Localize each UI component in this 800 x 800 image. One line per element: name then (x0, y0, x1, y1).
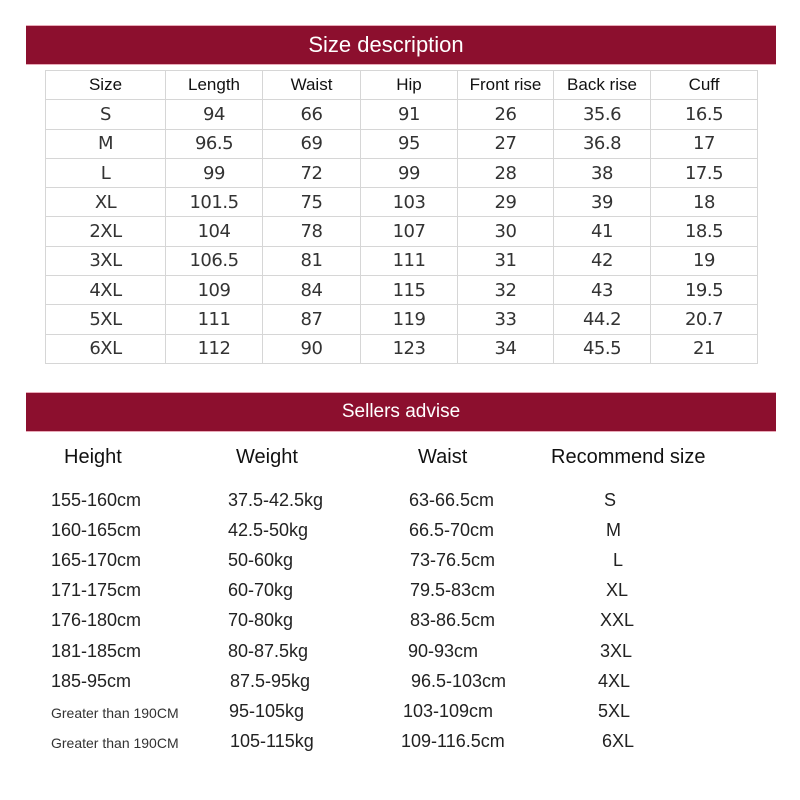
weight-cell: 50-60kg (228, 550, 294, 571)
measurement-cell: 78 (263, 217, 361, 246)
weight-cell: 80-87.5kg (228, 640, 309, 661)
measurement-cell: 99 (166, 158, 263, 187)
table-row (46, 217, 758, 246)
recommend-size-cell: M (606, 520, 621, 541)
measurement-cell: 39 (554, 188, 651, 217)
measurement-cell: 111 (361, 246, 458, 275)
measurement-cell: 35.6 (554, 100, 651, 129)
measurement-cell: 81 (263, 246, 361, 275)
recommend-size-cell: 4XL (598, 670, 631, 691)
table-row (46, 188, 758, 217)
measurement-cell: 66 (263, 100, 361, 129)
measurement-cell: 41 (554, 217, 651, 246)
table-row (46, 334, 758, 363)
measurement-cell: 30 (458, 217, 554, 246)
measurement-cell: 115 (361, 276, 458, 305)
size-label: 4XL (46, 276, 166, 305)
measurement-cell: 34 (458, 334, 554, 363)
size-description-title: Size description (308, 32, 464, 57)
measurement-cell: 29 (458, 188, 554, 217)
measurement-cell: 94 (166, 100, 263, 129)
measurement-cell: 17.5 (651, 158, 758, 187)
weight-cell: 87.5-95kg (230, 670, 311, 691)
measurement-cell: 21 (651, 334, 758, 363)
measurement-cell: 96.5 (166, 129, 263, 158)
column-header: Length (166, 71, 263, 100)
height-cell: 176-180cm (51, 610, 142, 631)
measurement-cell: 111 (166, 305, 263, 334)
column-header: Waist (263, 71, 361, 100)
waist-cell: 83-86.5cm (410, 610, 496, 631)
measurement-cell: 95 (361, 129, 458, 158)
height-cell: 171-175cm (51, 580, 142, 601)
recommend-size-cell: XL (606, 580, 629, 601)
weight-cell: 105-115kg (230, 730, 314, 751)
measurement-cell: 87 (263, 305, 361, 334)
measurement-cell: 27 (458, 129, 554, 158)
recommend-size-cell: 6XL (602, 730, 635, 751)
table-row (46, 305, 758, 334)
column-header-height: Height (64, 446, 122, 468)
weight-cell: 60-70kg (228, 580, 294, 601)
size-label: 3XL (46, 246, 166, 275)
measurement-cell: 17 (651, 129, 758, 158)
column-header: Size (46, 71, 166, 100)
size-table-header (46, 71, 758, 100)
recommend-size-cell: L (613, 550, 624, 571)
size-table (45, 70, 758, 364)
weight-cell: 37.5-42.5kg (228, 490, 324, 510)
measurement-cell: 19.5 (651, 276, 758, 305)
measurement-cell: 107 (361, 217, 458, 246)
height-cell: 185-95cm (51, 670, 132, 691)
height-cell: 160-165cm (51, 520, 142, 541)
height-cell: Greater than 190CM (51, 734, 179, 751)
measurement-cell: 99 (361, 158, 458, 187)
sellers-advise-banner (26, 393, 776, 431)
height-cell: Greater than 190CM (51, 704, 179, 721)
measurement-cell: 43 (554, 276, 651, 305)
weight-cell: 95-105kg (229, 700, 305, 721)
table-row (46, 246, 758, 275)
waist-cell: 73-76.5cm (410, 550, 496, 571)
measurement-cell: 33 (458, 305, 554, 334)
height-cell: 165-170cm (51, 550, 142, 571)
size-description-banner (26, 26, 776, 64)
measurement-cell: 112 (166, 334, 263, 363)
waist-cell: 103-109cm (403, 700, 494, 721)
table-row (46, 276, 758, 305)
recommend-size-cell: XXL (600, 610, 635, 631)
measurement-cell: 28 (458, 158, 554, 187)
size-label: S (46, 100, 166, 129)
size-label: 2XL (46, 217, 166, 246)
measurement-cell: 109 (166, 276, 263, 305)
measurement-cell: 44.2 (554, 305, 651, 334)
waist-cell: 66.5-70cm (409, 520, 495, 541)
table-row (46, 158, 758, 187)
measurement-cell: 45.5 (554, 334, 651, 363)
recommend-size-cell: 5XL (598, 700, 631, 721)
size-label: 6XL (46, 334, 166, 363)
column-header-waist: Waist (418, 446, 468, 468)
waist-cell: 79.5-83cm (410, 580, 496, 601)
measurement-cell: 18 (651, 188, 758, 217)
measurement-cell: 18.5 (651, 217, 758, 246)
sellers-advise-title: Sellers advise (341, 401, 461, 422)
size-label: 5XL (46, 305, 166, 334)
waist-cell: 63-66.5cm (409, 490, 495, 510)
measurement-cell: 42 (554, 246, 651, 275)
measurement-cell: 69 (263, 129, 361, 158)
height-cell: 155-160cm (51, 490, 142, 510)
column-header: Hip (361, 71, 458, 100)
measurement-cell: 119 (361, 305, 458, 334)
measurement-cell: 75 (263, 188, 361, 217)
measurement-cell: 38 (554, 158, 651, 187)
measurement-cell: 31 (458, 246, 554, 275)
recommend-size-cell: 3XL (600, 640, 633, 661)
table-row (46, 129, 758, 158)
measurement-cell: 26 (458, 100, 554, 129)
size-label: XL (46, 188, 166, 217)
measurement-cell: 103 (361, 188, 458, 217)
measurement-cell: 123 (361, 334, 458, 363)
measurement-cell: 72 (263, 158, 361, 187)
size-label: M (46, 129, 166, 158)
measurement-cell: 106.5 (166, 246, 263, 275)
weight-cell: 70-80kg (228, 610, 294, 631)
measurement-cell: 32 (458, 276, 554, 305)
size-label: L (46, 158, 166, 187)
column-header-weight: Weight (236, 446, 298, 468)
measurement-cell: 36.8 (554, 129, 651, 158)
measurement-cell: 84 (263, 276, 361, 305)
recommend-size-cell: S (604, 490, 617, 510)
waist-cell: 90-93cm (408, 640, 479, 661)
measurement-cell: 91 (361, 100, 458, 129)
table-row (46, 100, 758, 129)
measurement-cell: 20.7 (651, 305, 758, 334)
column-header-recommend-size: Recommend size (551, 446, 706, 468)
waist-cell: 109-116.5cm (401, 730, 505, 751)
weight-cell: 42.5-50kg (228, 520, 309, 541)
measurement-cell: 16.5 (651, 100, 758, 129)
measurement-cell: 104 (166, 217, 263, 246)
height-cell: 181-185cm (51, 640, 142, 661)
measurement-cell: 19 (651, 246, 758, 275)
measurement-cell: 90 (263, 334, 361, 363)
measurement-cell: 101.5 (166, 188, 263, 217)
column-header: Back rise (554, 71, 651, 100)
waist-cell: 96.5-103cm (411, 670, 507, 691)
column-header: Cuff (651, 71, 758, 100)
column-header: Front rise (458, 71, 554, 100)
